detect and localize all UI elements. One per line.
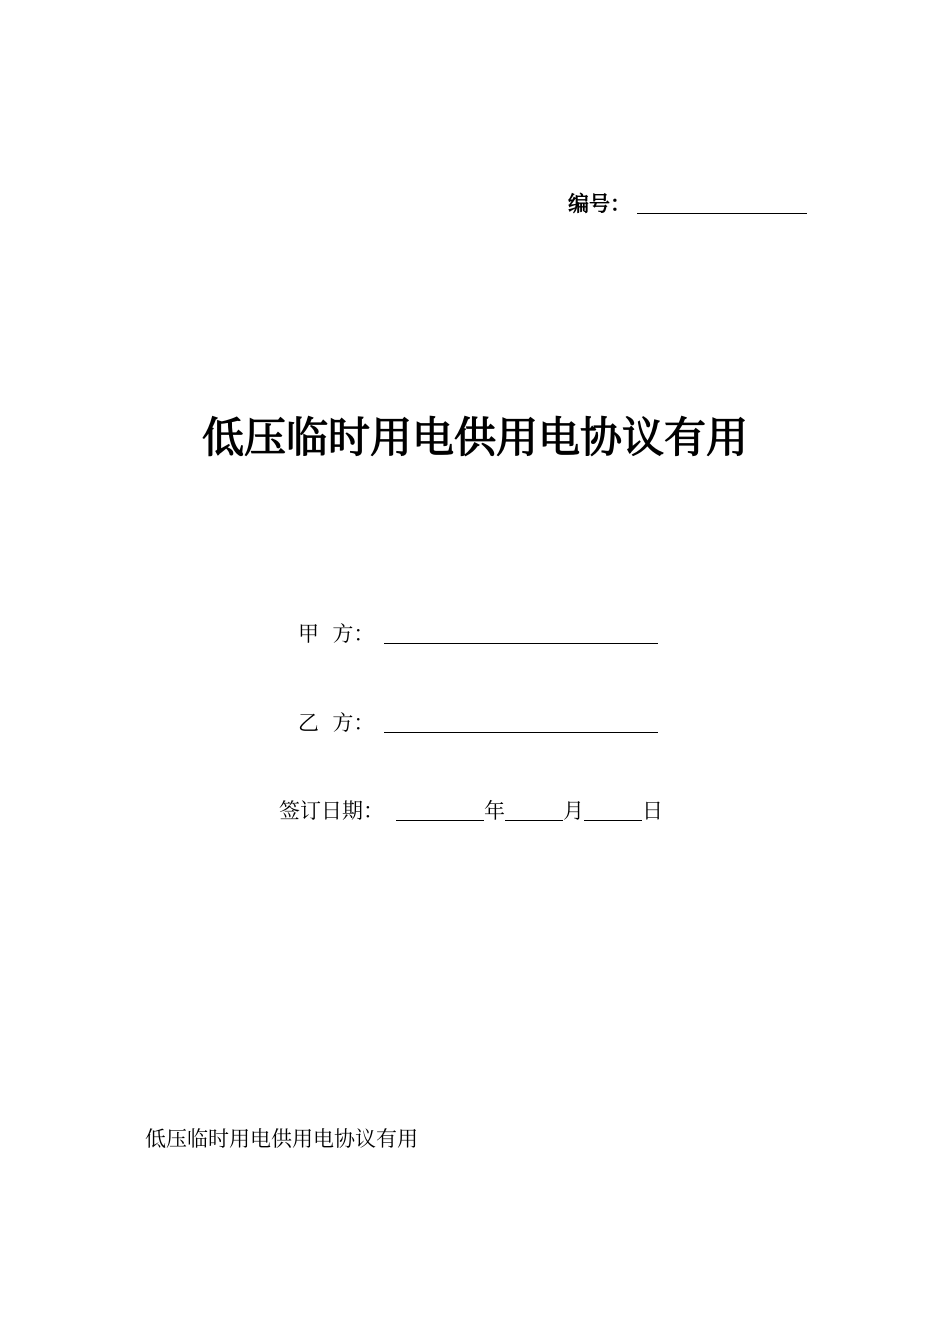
year-unit: 年	[484, 799, 505, 823]
footer-title-text: 低压临时用电供用电协议有用	[145, 1127, 418, 1151]
party-a-row	[298, 618, 658, 650]
year-blank	[396, 819, 484, 821]
party-b-row	[298, 707, 658, 739]
party-b-label: 乙 方：	[298, 711, 375, 735]
document-number-blank	[637, 212, 807, 214]
document-number-label: 编号：	[568, 192, 631, 216]
document-number-row	[568, 188, 807, 220]
month-blank	[505, 819, 563, 821]
document-title: 低压临时用电供用电协议有用	[201, 413, 748, 462]
day-unit: 日	[642, 799, 663, 823]
signing-date-label: 签订日期：	[279, 799, 384, 823]
party-b-blank	[384, 731, 658, 733]
signing-date-row	[279, 795, 663, 827]
day-blank	[584, 819, 642, 821]
party-a-blank	[384, 642, 658, 644]
month-unit: 月	[563, 799, 584, 823]
party-a-label: 甲 方：	[298, 622, 375, 646]
